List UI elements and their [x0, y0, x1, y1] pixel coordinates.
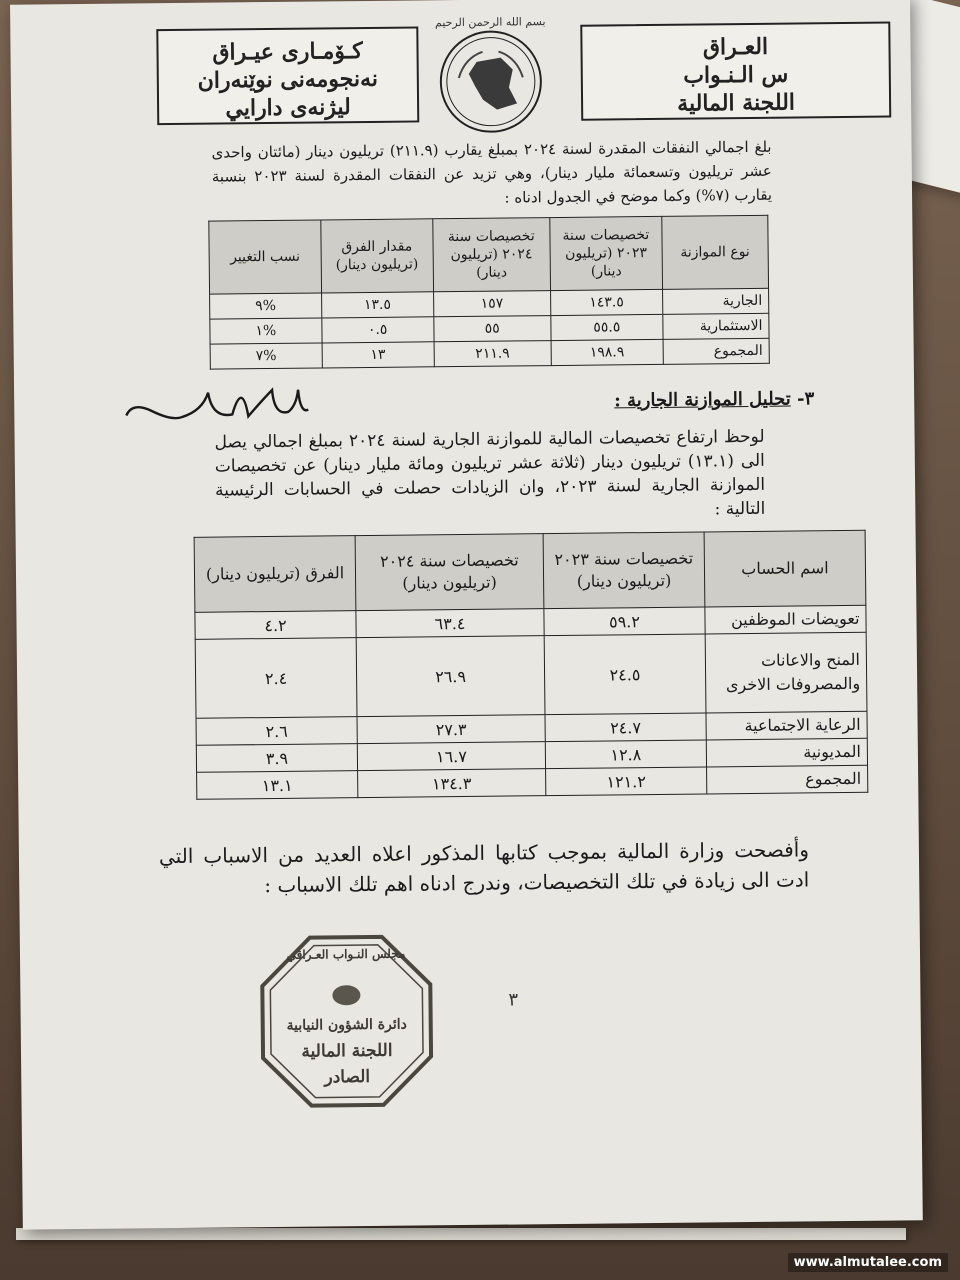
budget-summary-table [208, 215, 770, 370]
table-header-row [209, 215, 769, 294]
table-cell: ١٣.٥ [321, 292, 433, 318]
col-2024: تخصيصات سنة ٢٠٢٤ (تريليون دينار) [432, 218, 550, 292]
col-2023: تخصيصات سنة ٢٠٢٣ (تريليون دينار) [550, 216, 663, 290]
table-cell: الجارية [662, 288, 768, 314]
col-account-name: اسم الحساب [704, 530, 866, 607]
sheet-stack-edge [16, 1228, 906, 1240]
table-cell: المجموع [707, 765, 868, 794]
section-number: ٣- [796, 388, 815, 410]
emblem-caption: بسم الله الرحمن الرحيم [434, 15, 546, 30]
current-budget-table [194, 530, 869, 800]
table-cell: الاستثمارية [663, 313, 769, 339]
col-2023: تخصيصات سنة ٢٠٢٣ (تريليون دينار) [543, 532, 705, 609]
table-cell: ١٤٣.٥ [551, 289, 663, 315]
header-kurdish-line: نەنجومەنى نوێنەران [197, 65, 379, 94]
document-page [10, 0, 923, 1230]
table-cell: ٢.٦ [196, 717, 357, 746]
table-cell: تعويضات الموظفين [705, 605, 866, 634]
header-kurdish-box [156, 26, 419, 125]
reasons-paragraph: وأفصحت وزارة المالية بموجب كتابها المذكور اعلاه العديد من الاسباب التي ادت الى زيادة في تلك التخصيصات، وندرج ادناه اهم تلك الاسباب : [158, 837, 810, 898]
table-cell: ١٢.٨ [545, 740, 706, 769]
table-cell: ٢٧.٣ [357, 715, 545, 744]
table-cell: المجموع [663, 338, 769, 364]
table-cell: المديونية [706, 738, 867, 767]
table-cell: ٢٤.٧ [545, 713, 706, 742]
table-cell: ٢٦.٩ [356, 636, 545, 717]
header-arabic-line: العـراق [702, 33, 769, 61]
table-cell: ٢٤.٥ [544, 634, 706, 715]
table-cell: ١٣.١ [197, 771, 358, 800]
table-cell: ٤.٢ [195, 611, 356, 640]
table-cell: المنح والاعانات والمصروفات الاخرى [705, 632, 867, 713]
table-header-row [194, 530, 866, 612]
stamp-line: مجلس النـواب العـراقي [286, 946, 406, 962]
parliament-emblem-icon [430, 17, 551, 138]
section-title: تحليل الموازنة الجارية : [614, 388, 791, 412]
col-2024: تخصيصات سنة ٢٠٢٤ (تريليون دينار) [355, 534, 544, 611]
col-change-rate: نسب التغيير [209, 220, 322, 294]
table-cell: ٢.٤ [195, 638, 357, 719]
section-heading [574, 388, 814, 412]
table-row [195, 632, 867, 718]
col-difference: مقدار الفرق (تريليون دينار) [321, 219, 434, 293]
header-kurdish-line: ليژنەى دارايي [225, 94, 351, 122]
table-row [197, 765, 868, 799]
intro-paragraph: بلغ اجمالي النفقات المقدرة لسنة ٢٠٢٤ بمبلغ يقارب (٢١١.٩) تريليون دينار (مائتان واحدى عشر تريليون وتسعمائة مليار دينار)، وهي تزيد عن النفقات المقدرة لسنة ٢٠٢٣ بنسبة يقارب (٧%) وكما موضح في الجدول ادناه : [211, 137, 773, 207]
table-cell: ١٦.٧ [357, 742, 545, 771]
table-cell: %٧ [210, 343, 322, 369]
table-cell: ٦٣.٤ [356, 609, 544, 638]
stamp-line: الصادر [324, 1067, 371, 1088]
table-cell: ٢١١.٩ [434, 341, 552, 367]
table-cell: الرعاية الاجتماعية [706, 711, 867, 740]
col-difference: الفرق (تريليون دينار) [194, 536, 356, 613]
table-cell: ٥٥.٥ [551, 314, 663, 340]
table-cell: ١٥٧ [433, 291, 551, 317]
analysis-paragraph: لوحظ ارتفاع تخصيصات المالية للموازنة الجارية لسنة ٢٠٢٤ بمبلغ اجمالي يصل الى (١٣.١) تريليون دينار (ثلاثة عشر تريليون ومائة مليار دينار) عن تخصيصات الموازنة الجارية لسنة ٢٠٢٣، وان الزيادات حصلت في الحسابات الرئيسية التالية : [214, 426, 766, 520]
table-cell: ٠.٥ [322, 317, 434, 343]
table-cell: ٥٩.٢ [544, 607, 705, 636]
header-arabic-box [580, 21, 891, 120]
header-arabic-line: اللجنة المالية [677, 89, 796, 117]
stamp-line: اللجنة المالية [301, 1040, 393, 1062]
table-cell: ١٢١.٢ [545, 767, 706, 796]
col-budget-type: نوع الموازنة [662, 215, 769, 289]
header-arabic-line: س الـنـواب [683, 61, 789, 89]
table-cell: ١٣ [322, 342, 434, 368]
header-kurdish-line: كـۆمـارى عيـراق [212, 38, 363, 66]
watermark-text: www.almutalee.com [788, 1253, 948, 1272]
table-cell: ٥٥ [433, 316, 551, 342]
stamp-line: دائرة الشؤون النيابية [286, 1016, 407, 1034]
table-cell: %١ [210, 318, 322, 344]
table-cell: ٣.٩ [196, 744, 357, 773]
table-cell: %٩ [210, 293, 322, 319]
table-cell: ١٣٤.٣ [358, 769, 546, 798]
page-number: ٣ [508, 989, 519, 1011]
table-cell: ١٩٨.٩ [551, 339, 663, 365]
table-row [210, 338, 769, 369]
